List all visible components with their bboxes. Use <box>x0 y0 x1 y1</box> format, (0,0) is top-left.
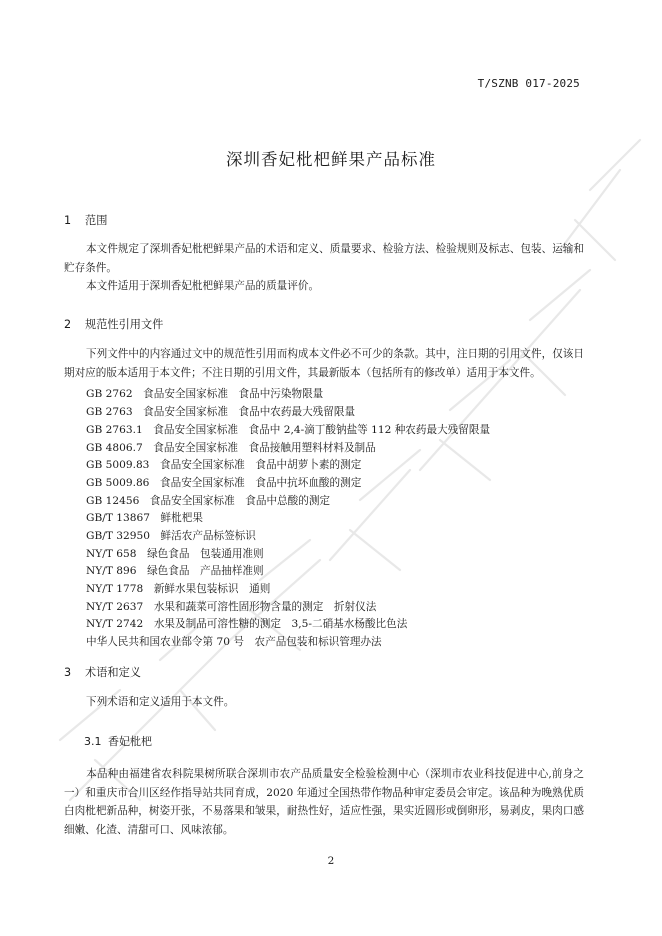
section-title: 范围 <box>85 214 108 227</box>
reference-item: GB/T 13867 鲜枇杷果 <box>86 512 203 524</box>
reference-item: GB 2763 食品安全国家标准 食品中农药最大残留限量 <box>86 406 356 418</box>
terms-intro: 下列术语和定义适用于本文件。 <box>86 696 235 708</box>
reference-item: NY/T 2637 水果和蔬菜可溶性固形物含量的测定 折射仪法 <box>86 601 377 613</box>
normative-intro: 下列文件中的内容通过文中的规范性引用而构成本文件必不可少的条款。其中，注日期的引用文件，仅该日期对应的版本适用于本文件；不注日期的引用文件，其最新版本（包括所有的修改单）适用于本文件。 <box>64 348 584 379</box>
section-number: 3 <box>64 666 72 679</box>
reference-item: GB 2762 食品安全国家标准 食品中污染物限量 <box>86 388 324 400</box>
standard-code: T/SZNB 017-2025 <box>477 77 580 90</box>
section-number: 2 <box>64 318 72 331</box>
reference-item: GB 5009.83 食品安全国家标准 食品中胡萝卜素的测定 <box>86 459 362 471</box>
scope-paragraph-1: 本文件规定了深圳香妃枇杷鲜果产品的术语和定义、质量要求、检验方法、检验规则及标志、包装、运输和贮存条件。 <box>64 243 584 274</box>
scope-paragraph-2: 本文件适用于深圳香妃枇杷鲜果产品的质量评价。 <box>86 280 320 292</box>
section-title: 规范性引用文件 <box>85 318 164 331</box>
page-number: 2 <box>327 855 335 867</box>
reference-item: GB 5009.86 食品安全国家标准 食品中抗坏血酸的测定 <box>86 477 362 489</box>
reference-item: GB 12456 食品安全国家标准 食品中总酸的测定 <box>86 495 331 507</box>
reference-item: GB 2763.1 食品安全国家标准 食品中 2,4-滴丁酸钠盐等 112 种农药最大残留限量 <box>86 424 491 436</box>
reference-item: 中华人民共和国农业部令第 70 号 农产品包装和标识管理办法 <box>86 636 382 648</box>
section-3-heading <box>64 664 141 680</box>
reference-item: NY/T 896 绿色食品 产品抽样准则 <box>86 565 264 577</box>
reference-item: NY/T 658 绿色食品 包装通用准则 <box>86 548 264 560</box>
reference-item: NY/T 1778 新鲜水果包装标识 通则 <box>86 583 271 595</box>
term-definition: 本品种由福建省农科院果树所联合深圳市农产品质量安全检验检测中心（深圳市农业科技促进中心,前身之一）和重庆市合川区经作指导站共同育成，2020 年通过全国热带作物品种审定委员会审定。该品种为晚熟优质白肉枇杷新品种，树姿开张，不易落果和皱果，耐热性好，适应性强，果实近圆形或倒卵形，易剥皮，果肉口感细嫩、化渣、清甜可口、风味浓郁。 <box>64 768 584 836</box>
section-2-heading <box>64 316 163 332</box>
reference-item: NY/T 2742 水果及制品可溶性糖的测定 3,5-二硝基水杨酸比色法 <box>86 618 408 630</box>
subsection-title: 香妃枇杷 <box>108 735 152 748</box>
reference-item: GB 4806.7 食品安全国家标准 食品接触用塑料材料及制品 <box>86 442 376 454</box>
subsection-number: 3.1 <box>84 735 102 748</box>
document-title: 深圳香妃枇杷鲜果产品标准 <box>226 150 436 169</box>
reference-item: GB/T 32950 鲜活农产品标签标识 <box>86 530 256 542</box>
subsection-3-1-heading <box>84 733 152 749</box>
section-number: 1 <box>64 214 72 227</box>
section-1-heading <box>64 212 107 228</box>
section-title: 术语和定义 <box>85 666 141 679</box>
